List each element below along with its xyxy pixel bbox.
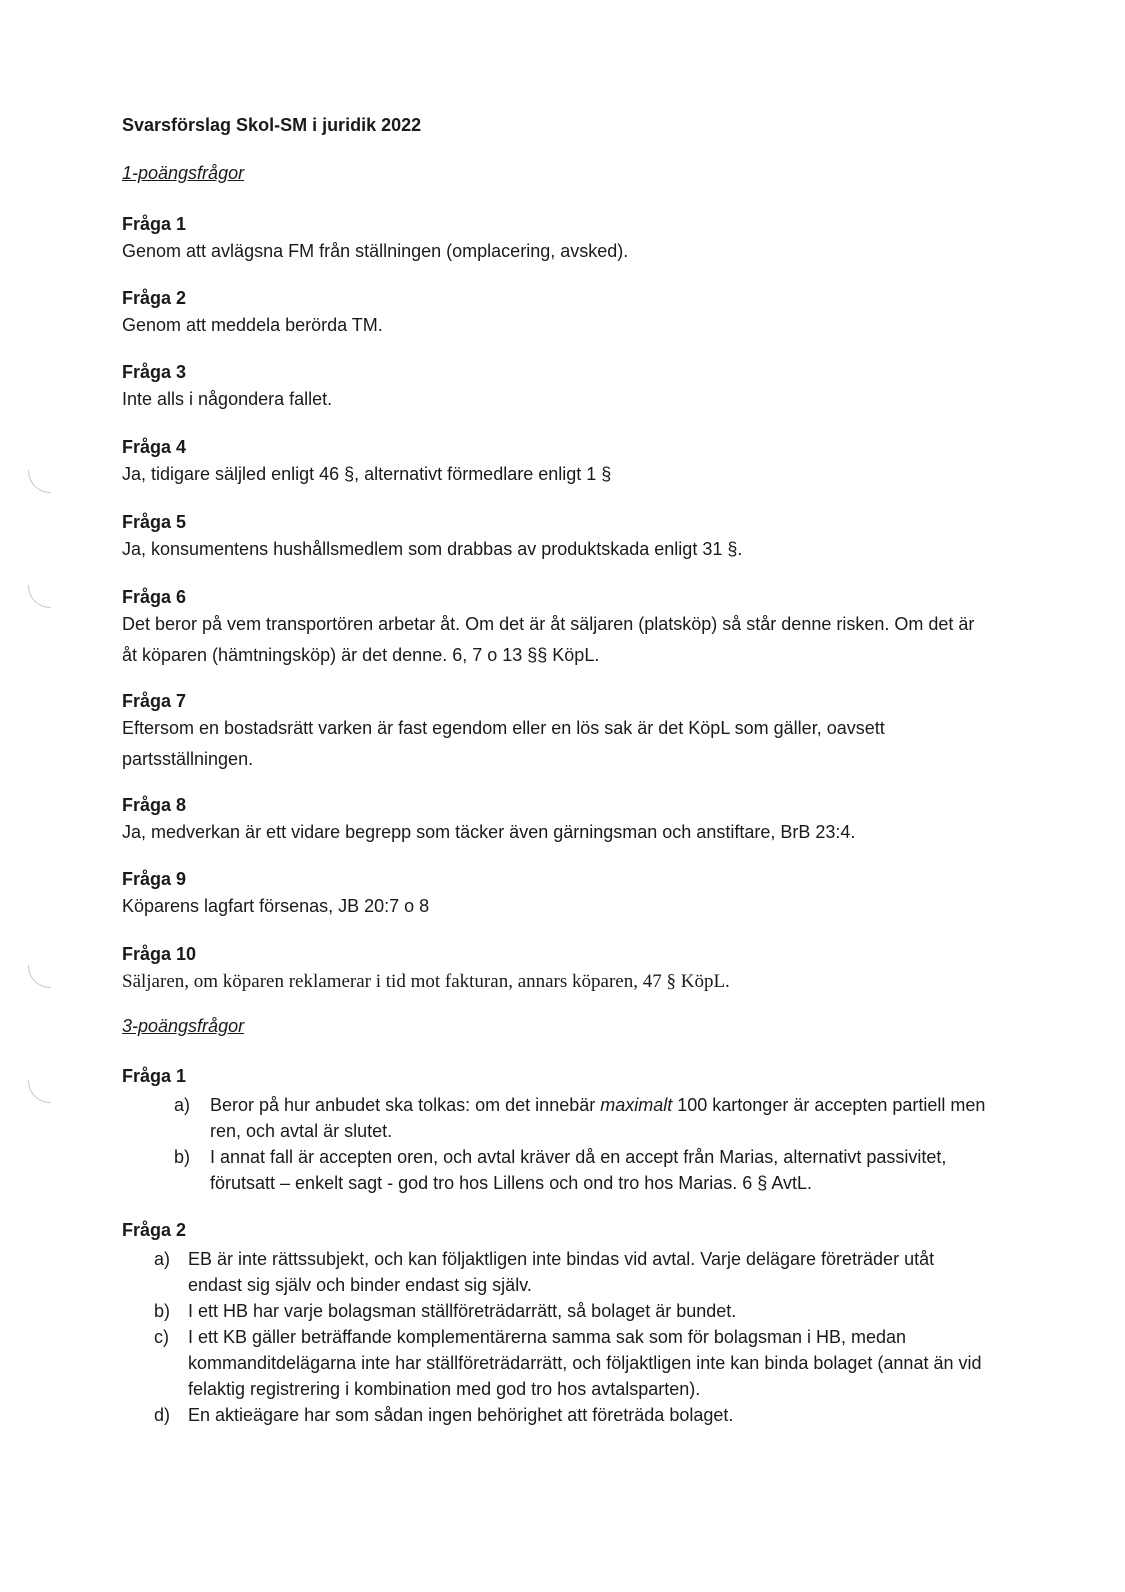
section-heading-1-point: 1-poängsfrågor [122,163,245,183]
question-3p-2 [122,1218,992,1428]
question-9 [122,867,992,922]
list-marker: a) [174,1095,191,1115]
question-title: Fråga 2 [122,288,187,308]
question-title: Fråga 1 [122,214,187,234]
list-item [122,1298,992,1324]
question-title: Fråga 3 [122,362,187,382]
answer-list [122,1246,992,1428]
question-5 [122,510,992,565]
question-2 [122,286,992,341]
list-marker: c) [154,1327,169,1347]
list-item [122,1092,992,1144]
section-heading-3-point: 3-poängsfrågor [122,1016,245,1036]
question-title: Fråga 1 [122,1066,187,1086]
question-title: Fråga 8 [122,795,187,815]
question-answer: Genom att meddela berörda TM. [122,315,383,335]
list-item-text: EB är inte rättssubjekt, och kan följaktligen inte bindas vid avtal. Varje delägare företräder utåt endast sig själv och binder endast sig själv. [188,1249,935,1295]
question-7 [122,689,992,775]
list-marker: a) [154,1249,171,1269]
list-item-text: I annat fall är accepten oren, och avtal kräver då en accept från Marias, alternativt passivitet, förutsatt – enkelt sagt - god tro hos Lillens och ond tro hos Marias. 6 § AvtL. [210,1147,947,1193]
question-title: Fråga 2 [122,1220,187,1240]
question-10 [122,942,992,997]
question-answer: Eftersom en bostadsrätt varken är fast egendom eller en lös sak är det KöpL som gäller, oavsett partsställningen. [122,718,885,769]
punch-hole-mark [28,470,51,493]
list-item-text: I ett HB har varje bolagsman ställföreträdarrätt, så bolaget är bundet. [188,1301,737,1321]
question-title: Fråga 6 [122,587,187,607]
question-answer: Säljaren, om köparen reklamerar i tid mot fakturan, annars köparen, 47 § KöpL. [122,971,730,992]
list-marker: d) [154,1405,171,1425]
document-title: Svarsförslag Skol-SM i juridik 2022 [122,115,422,135]
list-marker: b) [174,1147,191,1167]
question-title: Fråga 5 [122,512,187,532]
question-6 [122,585,992,671]
question-answer: Ja, tidigare säljled enligt 46 §, alternativt förmedlare enligt 1 § [122,464,612,484]
question-answer: Inte alls i någondera fallet. [122,389,333,409]
question-3p-1 [122,1064,992,1196]
question-title: Fråga 9 [122,869,187,889]
question-answer: Ja, medverkan är ett vidare begrepp som täcker även gärningsman och anstiftare, BrB 23:4. [122,822,856,842]
question-title: Fråga 7 [122,691,187,711]
list-marker: b) [154,1301,171,1321]
list-item [122,1144,992,1196]
question-answer: Det beror på vem transportören arbetar åt. Om det är åt säljaren (platsköp) så står denne risken. Om det är åt köparen (hämtningsköp) är det denne. 6, 7 o 13 §§ KöpL. [122,614,975,665]
punch-hole-mark [28,1080,51,1103]
list-item [122,1324,992,1402]
punch-hole-mark [28,965,51,988]
emphasis-text: maximalt [600,1095,673,1115]
list-item-text: Beror på hur anbudet ska tolkas: om det innebär maximalt 100 kartonger är accepten partiell men ren, och avtal är slutet. [210,1095,986,1141]
list-item-text: I ett KB gäller beträffande komplementärerna samma sak som för bolagsman i HB, medan kommanditdelägarna inte har ställföreträdarrätt, och följaktligen inte kan binda bolaget (annat än vid felaktig registrering i kombination med god tro hos avtalsparten). [188,1327,982,1399]
question-title: Fråga 4 [122,437,187,457]
question-answer: Ja, konsumentens hushållsmedlem som drabbas av produktskada enligt 31 §. [122,539,743,559]
question-title: Fråga 10 [122,944,197,964]
question-answer: Köparens lagfart försenas, JB 20:7 o 8 [122,896,430,916]
list-item [122,1246,992,1298]
answer-list [122,1092,992,1196]
list-item-text: En aktieägare har som sådan ingen behörighet att företräda bolaget. [188,1405,734,1425]
list-item [122,1402,992,1428]
question-3 [122,360,992,415]
question-4 [122,435,992,490]
question-answer: Genom att avlägsna FM från ställningen (omplacering, avsked). [122,241,629,261]
question-1 [122,212,992,267]
question-8 [122,793,992,848]
punch-hole-mark [28,585,51,608]
